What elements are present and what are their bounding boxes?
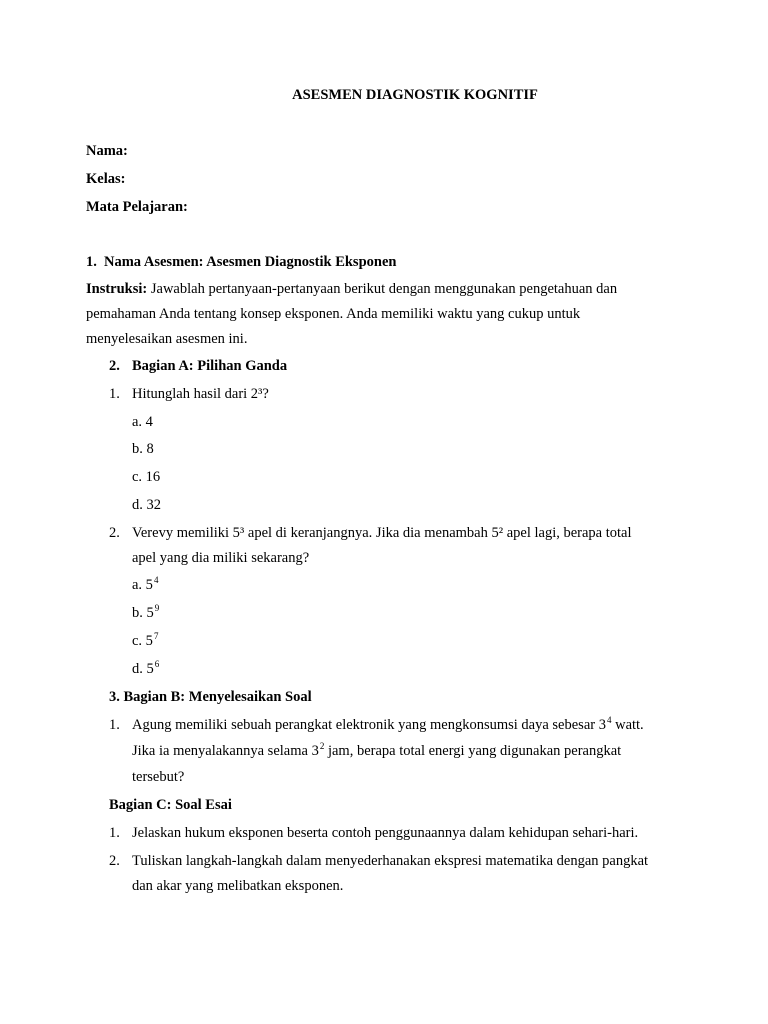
mata-pelajaran-label: Mata Pelajaran:	[86, 199, 188, 215]
q2-option-a	[132, 576, 158, 595]
q1-option-c: c. 16	[132, 469, 161, 485]
q2-option-a-exponent: 4	[153, 575, 159, 585]
section3-heading: 3. Bagian B: Menyelesaikan Soal	[109, 689, 312, 705]
q2-option-b	[132, 604, 159, 623]
q1-number: 1.	[109, 386, 120, 402]
instruction-label: Instruksi:	[86, 281, 148, 297]
s3-q1-line-1-tail: watt.	[611, 717, 644, 733]
q2-option-c	[132, 632, 158, 651]
q1-option-d: d. 32	[132, 497, 161, 513]
s3-q1-line-1-text: Agung memiliki sebuah perangkat elektronik yang mengkonsumsi daya sebesar 3	[132, 717, 606, 733]
instruction-text-1: Jawablah pertanyaan-pertanyaan berikut dengan menggunakan pengetahuan dan	[150, 281, 618, 297]
section1-number: 1.	[86, 254, 97, 270]
s4-q2-line-1: Tuliskan langkah-langkah dalam menyederhanakan ekspresi matematika dengan pangkat	[132, 853, 649, 869]
s3-q1-line-1	[132, 716, 644, 735]
section4-heading: Bagian C: Soal Esai	[109, 797, 232, 813]
document-title: ASESMEN DIAGNOSTIK KOGNITIF	[292, 87, 538, 103]
q2-option-c-base: c. 5	[132, 633, 153, 649]
q2-option-d-exponent: 6	[154, 659, 160, 669]
q2-option-b-base: b. 5	[132, 605, 154, 621]
instruction-line-3: menyelesaikan asesmen ini.	[86, 331, 248, 347]
s3-q1-number: 1.	[109, 717, 120, 733]
s4-q1-number: 1.	[109, 825, 120, 841]
s3-q1-line-3: tersebut?	[132, 769, 185, 785]
nama-label: Nama:	[86, 143, 128, 159]
kelas-label: Kelas:	[86, 171, 126, 187]
s4-q2-line-2: dan akar yang melibatkan eksponen.	[132, 878, 344, 894]
s4-q1-text: Jelaskan hukum eksponen beserta contoh penggunaannya dalam kehidupan sehari-hari.	[132, 825, 639, 841]
section2-heading: Bagian A: Pilihan Ganda	[132, 358, 288, 374]
q1-option-b: b. 8	[132, 441, 154, 457]
instruction-line-2: pemahaman Anda tentang konsep eksponen. Anda memiliki waktu yang cukup untuk	[86, 306, 581, 322]
section2-number: 2.	[109, 358, 120, 374]
q2-option-a-base: a. 5	[132, 577, 153, 593]
q2-option-d	[132, 660, 159, 679]
q2-option-c-exponent: 7	[153, 631, 159, 641]
s3-q1-line-2	[132, 742, 621, 761]
q1-text: Hitunglah hasil dari 2³?	[132, 386, 269, 402]
section1-heading: Nama Asesmen: Asesmen Diagnostik Eksponen	[104, 254, 397, 270]
instruction-line-1	[86, 280, 617, 298]
q2-text-line-1: Verevy memiliki 5³ apel di keranjangnya. Jika dia menambah 5² apel lagi, berapa total	[132, 525, 632, 541]
q2-text-line-2: apel yang dia miliki sekarang?	[132, 550, 310, 566]
q2-option-b-exponent: 9	[154, 603, 160, 613]
q2-number: 2.	[109, 525, 120, 541]
s3-q1-line-2-tail: jam, berapa total energi yang digunakan perangkat	[324, 743, 622, 759]
s3-q1-line-1-exponent: 4	[606, 715, 612, 725]
s3-q1-line-2-exponent: 2	[319, 741, 325, 751]
q1-option-a: a. 4	[132, 414, 153, 430]
s3-q1-line-2-text: Jika ia menyalakannya selama 3	[132, 743, 319, 759]
s4-q2-number: 2.	[109, 853, 120, 869]
q2-option-d-base: d. 5	[132, 661, 154, 677]
